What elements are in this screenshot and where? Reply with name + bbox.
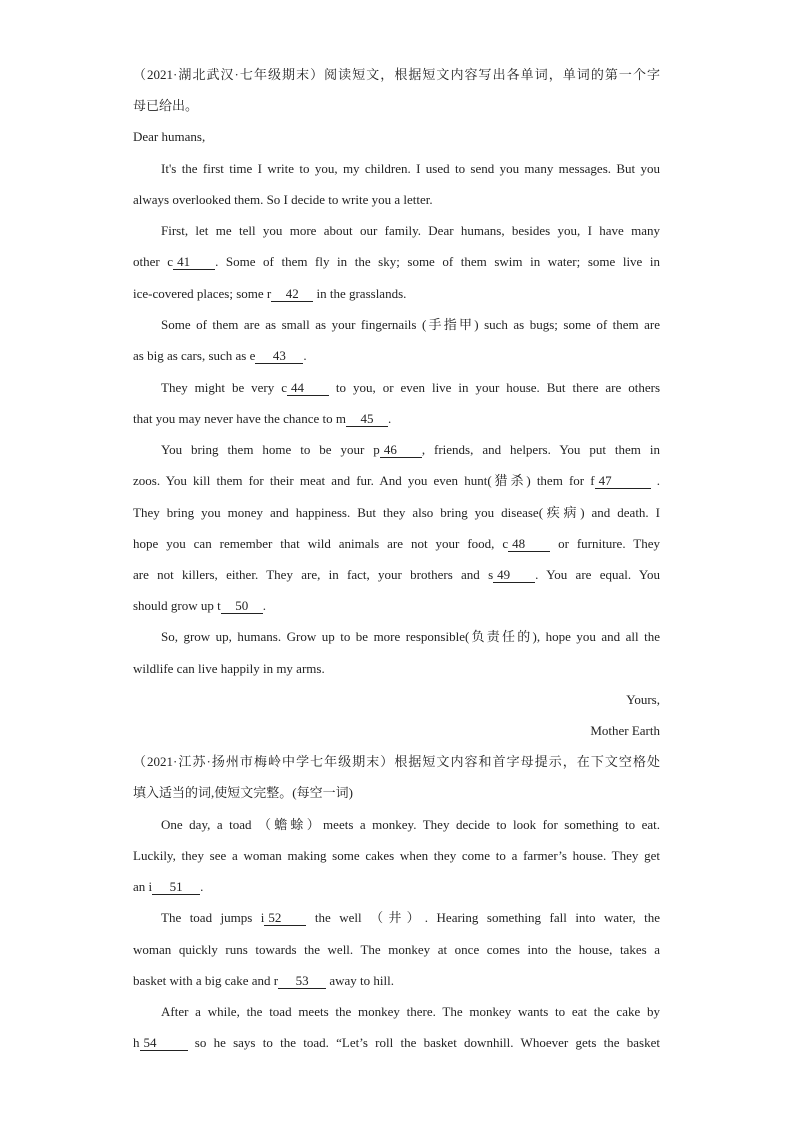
blank-47[interactable]: 47 (595, 474, 651, 489)
blank-51[interactable]: 51 (152, 880, 200, 895)
letter-p5-line4: hope you can remember that wild animals are not your food, c 48 or furniture. They (133, 536, 661, 551)
letter-p5-line5: are not killers, either. They are, in fact, your brothers and s 49 . You are equal. You (133, 567, 660, 582)
letter-p6-line2: wildlife can live happily in my arms. (133, 661, 325, 676)
letter-p1-line2: always overlooked them. So I decide to write you a letter. (133, 192, 433, 207)
story-p3-line1: After a while, the toad meets the monkey there. The monkey wants to eat the cake by (161, 1004, 660, 1019)
letter-p2-line2: other c 41 . Some of them fly in the sky; some of them swim in water; some live in (133, 254, 660, 269)
story-p2-line3: basket with a big cake and r 53 away to hill. (133, 973, 395, 988)
letter-p2-line3: ice-covered places; some r 42 in the grasslands. (133, 286, 407, 301)
section1-instruction-line1: （2021·湖北武汉·七年级期末）阅读短文，根据短文内容写出各单词，单词的第一个字 (133, 67, 660, 82)
story-p3-line2: h 54 so he says to the toad. “Let’s roll the basket downhill. Whoever gets the basket (133, 1035, 660, 1050)
blank-45[interactable]: 45 (346, 412, 388, 427)
section1-instruction-line2: 母已给出。 (133, 98, 199, 113)
letter-p1-line1: It's the first time I write to you, my children. I used to send you many messages. But you (161, 161, 660, 176)
letter-p3-line1: Some of them are as small as your fingernails (手指甲) such as bugs; some of them are (161, 317, 660, 332)
blank-43[interactable]: 43 (255, 349, 303, 364)
letter-p5-line3: They bring you money and happiness. But they also bring you disease(疾病) and death. I (133, 505, 660, 520)
blank-52[interactable]: 52 (264, 911, 306, 926)
story-p1-line2: Luckily, they see a woman making some cakes when they come to a farmer’s house. They get (133, 848, 660, 863)
blank-49[interactable]: 49 (493, 568, 535, 583)
blank-54[interactable]: 54 (140, 1036, 188, 1051)
letter-p5-line6: should grow up t 50 . (133, 598, 266, 613)
blank-41[interactable]: 41 (173, 255, 215, 270)
letter-p3-line2: as big as cars, such as e 43 . (133, 348, 307, 363)
blank-50[interactable]: 50 (221, 599, 263, 614)
letter-greeting: Dear humans, (133, 129, 206, 144)
story-p2-line1: The toad jumps i 52 the well （井）. Hearing something fall into water, the (161, 910, 660, 925)
letter-p4-line2: that you may never have the chance to m 45 . (133, 411, 392, 426)
letter-p4-line1: They might be very c 44 to you, or even live in your house. But there are others (161, 380, 660, 395)
story-p2-line2: woman quickly runs towards the well. The monkey at once comes into the house, takes a (133, 942, 660, 957)
section2-instruction-line1: （2021·江苏·扬州市梅岭中学七年级期末）根据短文内容和首字母提示，在下文空格处 (133, 754, 660, 769)
blank-42[interactable]: 42 (271, 287, 313, 302)
blank-48[interactable]: 48 (508, 537, 550, 552)
letter-p5-line1: You bring them home to be your p 46 , friends, and helpers. You put them in (161, 442, 660, 457)
letter-signature: Mother Earth (590, 723, 660, 738)
story-p1-line3: an i 51 . (133, 879, 204, 894)
letter-p2-line1: First, let me tell you more about our family. Dear humans, besides you, I have many (161, 223, 660, 238)
letter-p6-line1: So, grow up, humans. Grow up to be more responsible(负责任的), hope you and all the (161, 629, 660, 644)
story-p1-line1: One day, a toad （蟾蜍）meets a monkey. They decide to look for something to eat. (161, 817, 660, 832)
blank-44[interactable]: 44 (287, 381, 329, 396)
letter-p5-line2: zoos. You kill them for their meat and fur. And you even hunt(猎杀) them for f 47 . (133, 473, 661, 488)
blank-46[interactable]: 46 (380, 443, 422, 458)
blank-53[interactable]: 53 (278, 974, 326, 989)
section2-instruction-line2: 填入适当的词,使短文完整。(每空一词) (133, 785, 353, 800)
letter-closing: Yours, (626, 692, 660, 707)
